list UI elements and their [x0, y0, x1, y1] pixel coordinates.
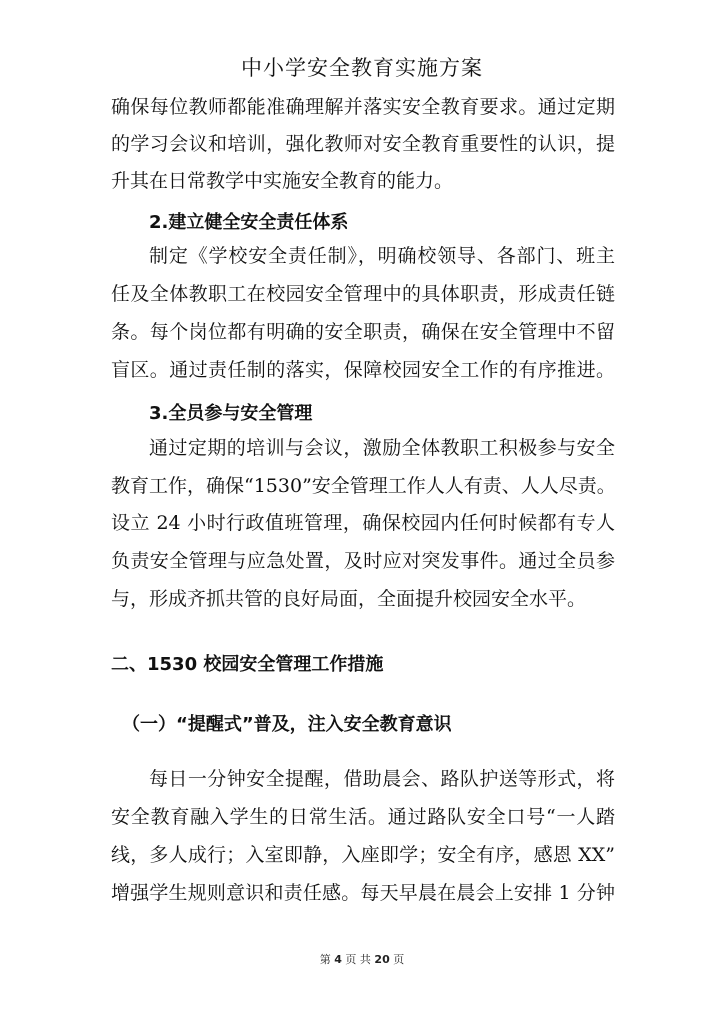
paragraph-line: 确保每位教师都能准确理解并落实安全教育要求。通过定期: [111, 96, 615, 118]
paragraph-line: 制定《学校安全责任制》，明确校领导、各部门、班主: [149, 245, 615, 267]
section-heading-2: 2.建立健全安全责任体系: [149, 212, 349, 233]
footer-prefix: 第: [319, 953, 331, 966]
paragraph-line: 与，形成齐抓共管的良好局面，全面提升校园安全水平。: [111, 588, 587, 610]
paragraph-line: 负责安全管理与应急处置，及时应对突发事件。通过全员参: [111, 550, 615, 572]
paragraph-line: 每日一分钟安全提醒，借助晨会、路队护送等形式，将: [149, 768, 615, 790]
page-footer: [0, 951, 724, 967]
paragraph-line: 盲区。通过责任制的落实，保障校园安全工作的有序推进。: [111, 359, 615, 381]
paragraph-line: 教育工作，确保“1530”安全管理工作人人有责、人人尽责。: [111, 475, 616, 497]
paragraph-line: 任及全体教职工在校园安全管理中的具体职责，形成责任链: [111, 283, 615, 305]
paragraph-line: 增强学生规则意识和责任感。每天早晨在晨会上安排 1 分钟: [111, 882, 615, 904]
footer-suffix: 页: [393, 953, 405, 966]
paragraph-line: 条。每个岗位都有明确的安全职责，确保在安全管理中不留: [111, 321, 615, 343]
paragraph-line: 线，多人成行；入室即静，入座即学；安全有序，感恩 XX”: [111, 844, 615, 866]
subsection-heading: （一）“提醒式”普及，注入安全教育意识: [122, 714, 452, 735]
paragraph-line: 设立 24 小时行政值班管理，确保校园内任何时候都有专人: [111, 512, 615, 534]
paragraph-line: 的学习会议和培训，强化教师对安全教育重要性的认识，提: [111, 133, 615, 155]
paragraph-line: 安全教育融入学生的日常生活。通过路队安全口号“一人踏: [111, 806, 615, 828]
paragraph-line: 升其在日常教学中实施安全教育的能力。: [111, 170, 454, 192]
chapter-heading: 二、1530 校园安全管理工作措施: [111, 654, 384, 675]
footer-middle: 页 共: [345, 953, 371, 966]
page-total: 20: [374, 953, 390, 966]
page-number: 4: [334, 953, 342, 966]
document-title: 中小学安全教育实施方案: [241, 56, 483, 80]
section-heading-3: 3.全员参与安全管理: [149, 403, 313, 424]
paragraph-line: 通过定期的培训与会议，激励全体教职工积极参与安全: [149, 437, 615, 459]
